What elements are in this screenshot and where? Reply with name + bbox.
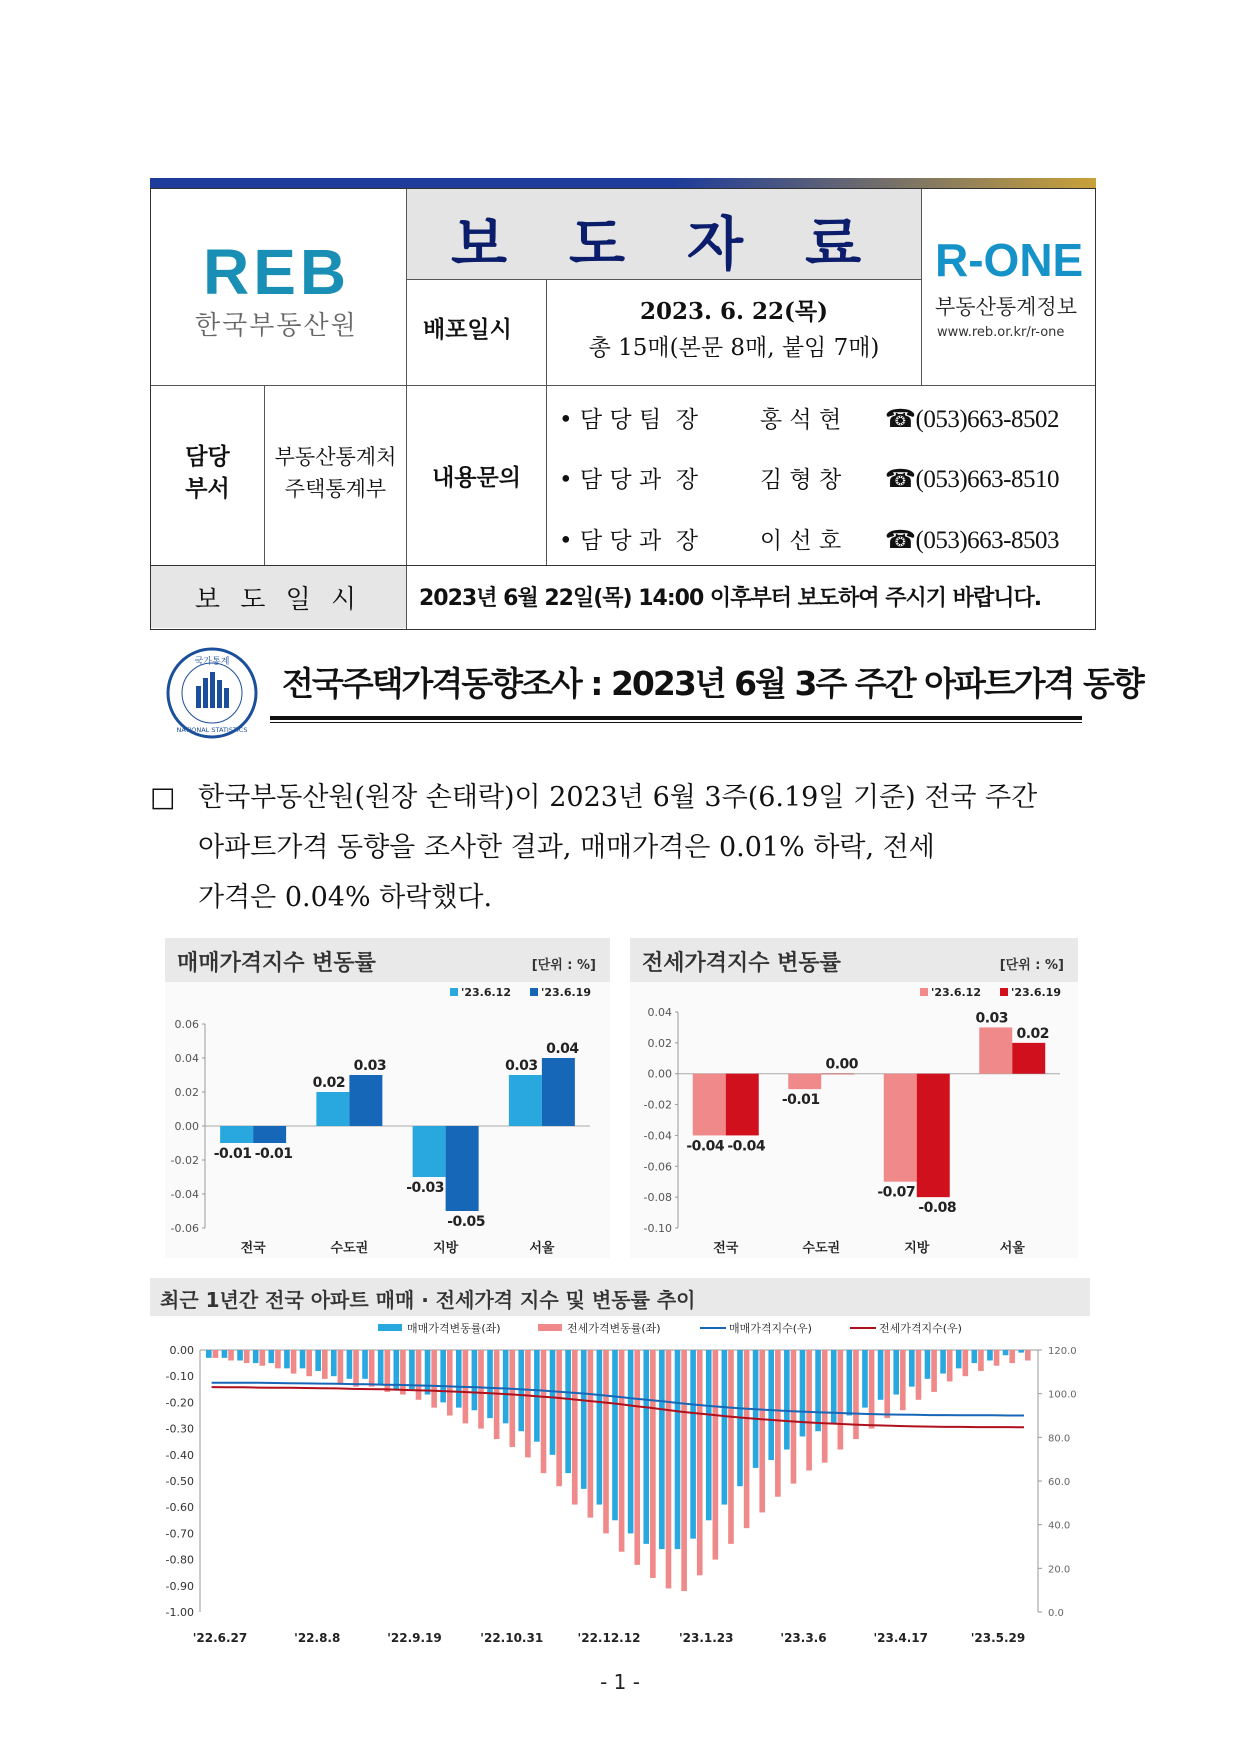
sale-change-bar xyxy=(690,1350,696,1539)
data-label: -0.07 xyxy=(877,1184,916,1201)
data-label: -0.05 xyxy=(447,1214,486,1230)
jeonse-change-bar xyxy=(603,1350,609,1533)
bar xyxy=(542,1058,575,1126)
jeonse-change-bar xyxy=(744,1350,750,1528)
sale-change-bar xyxy=(222,1350,228,1358)
jeonse-change-bar xyxy=(572,1350,578,1505)
bar xyxy=(446,1126,479,1211)
jeonse-change-bar xyxy=(791,1350,797,1484)
jeonse-change-bar xyxy=(588,1350,594,1518)
jeonse-change-bar xyxy=(900,1350,906,1410)
legend-label: 매매가격지수(우) xyxy=(729,1322,812,1335)
jeonse-change-bar xyxy=(338,1350,344,1384)
y-tick-label-right: 20.0 xyxy=(1048,1564,1071,1576)
sale-change-bar xyxy=(253,1350,259,1363)
sale-change-bar xyxy=(768,1350,774,1460)
sale-change-bar xyxy=(1018,1350,1024,1353)
bar xyxy=(316,1092,349,1126)
y-tick-label-right: 80.0 xyxy=(1048,1433,1071,1445)
jeonse-change-bar xyxy=(291,1350,297,1374)
chart-unit: [단위 : %] xyxy=(999,958,1064,973)
contact-name: 이 선 호 xyxy=(759,528,842,554)
sale-change-bar xyxy=(300,1350,306,1368)
jeonse-change-chart-panel xyxy=(630,938,1078,1258)
distribution-date: 2023. 6. 22(목) xyxy=(639,298,829,325)
jeonse-change-bar xyxy=(213,1350,219,1358)
jeonse-change-bar xyxy=(869,1350,875,1429)
category-label: 전국 xyxy=(240,1241,266,1256)
jeonse-change-bar xyxy=(838,1350,844,1450)
bar xyxy=(220,1126,253,1143)
sale-change-bar xyxy=(268,1350,274,1363)
y-tick-label-left: -0.70 xyxy=(165,1527,194,1541)
press-release-header-table xyxy=(150,188,1096,630)
dept-label: 담당 부서 xyxy=(185,443,230,502)
y-tick-label-left: -0.50 xyxy=(165,1475,194,1488)
category-label: 수도권 xyxy=(330,1241,369,1256)
jeonse-change-bar xyxy=(478,1350,484,1429)
chart-unit: [단위 : %] xyxy=(531,958,596,973)
page-number: - 1 - xyxy=(600,1670,640,1694)
jeonse-change-bar xyxy=(275,1350,281,1368)
bar xyxy=(821,1074,854,1075)
sale-change-bar xyxy=(643,1350,649,1544)
y-tick-label-right: 120.0 xyxy=(1048,1346,1077,1357)
sale-change-bar xyxy=(347,1350,353,1379)
category-label: 전국 xyxy=(713,1241,739,1256)
jeonse-change-bar xyxy=(775,1350,781,1497)
data-label: -0.01 xyxy=(213,1146,252,1162)
chart-title: 최근 1년간 전국 아파트 매매 · 전세가격 지수 및 변동률 추이 xyxy=(160,1288,696,1312)
sale-change-chart xyxy=(165,982,610,1258)
x-tick-label: '22.12.12 xyxy=(577,1631,641,1645)
contact-title: 담 당 팀 장 xyxy=(579,407,699,433)
legend-swatch xyxy=(378,1324,402,1331)
legend-label: '23.6.19 xyxy=(541,986,591,999)
y-tick-label: 0.02 xyxy=(647,1036,672,1050)
rone-logo: R-ONE xyxy=(935,234,1084,286)
jeonse-change-bar xyxy=(1009,1350,1015,1363)
legend-swatch xyxy=(920,988,928,996)
data-label: -0.03 xyxy=(406,1180,445,1196)
contact-row: • 담 당 과 장 이 선 호 ☎(053)663-8503 xyxy=(559,522,1059,555)
y-tick-label-right: 60.0 xyxy=(1048,1477,1071,1488)
sale-change-bar xyxy=(206,1350,212,1358)
jeonse-change-bar xyxy=(916,1350,922,1400)
y-tick-label: -0.04 xyxy=(643,1129,672,1143)
jeonse-change-bar xyxy=(963,1350,969,1376)
national-statistics-badge xyxy=(160,646,264,740)
jeonse-change-bar xyxy=(947,1350,953,1381)
jeonse-change-bar xyxy=(994,1350,1000,1366)
legend-swatch xyxy=(1000,988,1008,996)
data-label: 0.00 xyxy=(825,1056,859,1073)
legend-label: '23.6.12 xyxy=(461,986,511,999)
sale-change-bar xyxy=(440,1350,446,1402)
page-count: 총 15매(본문 8매, 붙임 7매) xyxy=(588,335,880,361)
section-title: 전국주택가격동향조사 : 2023년 6월 3주 주간 아파트가격 동향 xyxy=(282,664,1143,703)
body-line: 가격은 0.04% 하락했다. xyxy=(198,882,493,913)
bar xyxy=(788,1074,821,1089)
sale-change-bar xyxy=(284,1350,290,1368)
sale-change-bar xyxy=(456,1350,462,1408)
sale-change-bar xyxy=(597,1350,603,1505)
x-tick-label: '23.5.29 xyxy=(970,1631,1026,1645)
jeonse-change-bar xyxy=(666,1350,672,1588)
data-label: 0.02 xyxy=(312,1075,346,1091)
chart-title: 매매가격지수 변동률 xyxy=(177,951,376,976)
sale-change-bar xyxy=(518,1350,524,1431)
sale-change-bar xyxy=(815,1350,821,1431)
category-label: 지방 xyxy=(904,1241,930,1256)
y-tick-label-right: 40.0 xyxy=(1048,1520,1071,1532)
category-label: 수도권 xyxy=(802,1241,841,1256)
sale-change-bar xyxy=(472,1350,478,1410)
legend-swatch xyxy=(450,988,458,996)
jeonse-change-chart xyxy=(630,982,1078,1258)
y-tick-label-left: -0.60 xyxy=(165,1501,194,1515)
data-label: 0.02 xyxy=(1016,1025,1050,1042)
data-label: -0.08 xyxy=(918,1200,957,1217)
y-tick-label-left: -0.40 xyxy=(165,1448,194,1462)
y-tick-label: 0.06 xyxy=(174,1018,199,1031)
jeonse-change-bar xyxy=(447,1350,453,1416)
category-label: 서울 xyxy=(529,1241,555,1256)
sale-change-bar xyxy=(315,1350,321,1371)
jeonse-change-bar xyxy=(978,1350,984,1371)
badge-top-text: 국가통계 xyxy=(194,657,230,667)
legend-swatch xyxy=(538,1324,562,1331)
y-tick-label: -0.02 xyxy=(170,1154,199,1167)
badge-bottom-text: NATIONAL STATISTICS xyxy=(176,726,248,734)
bar xyxy=(693,1074,726,1136)
sale-change-bar xyxy=(987,1350,993,1360)
sale-change-bar xyxy=(362,1350,368,1379)
bar xyxy=(413,1126,446,1177)
sale-change-bar xyxy=(956,1350,962,1368)
bar xyxy=(509,1075,542,1126)
data-label: 0.04 xyxy=(546,1041,579,1057)
y-tick-label-left: -0.30 xyxy=(165,1422,194,1436)
sale-change-bar xyxy=(940,1350,946,1374)
rone-subtitle: 부동산통계정보 xyxy=(935,295,1078,319)
jeonse-change-bar xyxy=(259,1350,265,1366)
jeonse-change-bar xyxy=(431,1350,437,1408)
sale-change-bar xyxy=(800,1350,806,1436)
bar xyxy=(253,1126,286,1143)
data-label: -0.01 xyxy=(781,1092,820,1109)
jeonse-change-bar xyxy=(1025,1350,1031,1360)
sale-change-bar xyxy=(925,1350,931,1379)
sale-change-bar xyxy=(784,1350,790,1450)
y-tick-label: 0.00 xyxy=(174,1120,199,1133)
sale-change-bar xyxy=(581,1350,587,1489)
reb-logo: REB xyxy=(203,236,351,308)
y-tick-label: 0.04 xyxy=(174,1052,199,1065)
bar xyxy=(979,1027,1012,1073)
jeonse-change-bar xyxy=(228,1350,234,1360)
body-line: 한국부동산원(원장 손태락)이 2023년 6월 3주(6.19일 기준) 전국 주간 xyxy=(198,782,1038,813)
sale-change-bar xyxy=(331,1350,337,1376)
checkbox-bullet: □ xyxy=(150,782,176,813)
sale-change-bar xyxy=(972,1350,978,1363)
jeonse-change-bar xyxy=(634,1350,640,1565)
distribution-label: 배포일시 xyxy=(423,316,512,343)
sale-change-bar xyxy=(503,1350,509,1423)
jeonse-change-bar xyxy=(713,1350,719,1560)
release-text: 2023년 6월 22일(목) 14:00 이후부터 보도하여 주시기 바랍니다. xyxy=(419,586,1042,611)
contact-row: • 담 당 과 장 김 형 창 ☎(053)663-8510 xyxy=(559,461,1059,494)
legend-label: '23.6.12 xyxy=(931,986,981,999)
y-tick-label: 0.02 xyxy=(174,1086,199,1099)
jeonse-change-bar xyxy=(509,1350,515,1447)
body-paragraph xyxy=(150,773,1096,923)
dept-value: 부동산통계처 주택통계부 xyxy=(274,445,397,501)
contact-name: 홍 석 현 xyxy=(759,407,842,433)
sale-change-bar xyxy=(550,1350,556,1455)
jeonse-change-bar xyxy=(728,1350,734,1544)
jeonse-change-bar xyxy=(619,1350,625,1552)
jeonse-change-bar xyxy=(759,1350,765,1512)
sale-change-bar xyxy=(862,1350,868,1408)
category-label: 지방 xyxy=(433,1241,459,1256)
sale-change-bar xyxy=(878,1350,884,1400)
jeonse-change-bar xyxy=(556,1350,562,1486)
jeonse-change-bar xyxy=(681,1350,687,1591)
jeonse-change-bar xyxy=(306,1350,312,1376)
jeonse-change-bar xyxy=(416,1350,422,1400)
x-tick-label: '22.8.8 xyxy=(294,1631,341,1645)
legend-swatch xyxy=(530,988,538,996)
contact-phone: ☎(053)663-8502 xyxy=(884,406,1060,433)
y-tick-label: -0.10 xyxy=(643,1222,672,1235)
sale-change-bar xyxy=(393,1350,399,1389)
jeonse-change-bar xyxy=(822,1350,828,1463)
sale-change-bar xyxy=(659,1350,665,1549)
inquiry-label: 내용문의 xyxy=(432,464,521,491)
legend-label: '23.6.19 xyxy=(1011,986,1061,999)
sale-change-bar xyxy=(722,1350,728,1505)
x-tick-label: '23.3.6 xyxy=(780,1631,827,1645)
sale-change-bar xyxy=(893,1350,899,1395)
trend-chart xyxy=(150,1318,1090,1653)
sale-change-bar xyxy=(237,1350,243,1360)
x-tick-label: '22.9.19 xyxy=(387,1631,442,1645)
legend-label: 전세가격지수(우) xyxy=(879,1322,962,1335)
contact-phone: ☎(053)663-8510 xyxy=(884,466,1060,493)
jeonse-change-bar xyxy=(931,1350,937,1392)
x-tick-label: '22.10.31 xyxy=(480,1631,544,1645)
y-tick-label-left: -0.20 xyxy=(165,1396,194,1410)
bar xyxy=(726,1074,759,1136)
category-label: 서울 xyxy=(999,1241,1025,1256)
sale-change-bar xyxy=(409,1350,415,1389)
y-tick-label-right: 0.0 xyxy=(1048,1608,1064,1619)
y-tick-label: -0.06 xyxy=(170,1222,199,1235)
data-label: -0.01 xyxy=(254,1146,293,1162)
bar xyxy=(884,1074,917,1182)
jeonse-change-bar xyxy=(697,1350,703,1575)
sale-change-bar xyxy=(706,1350,712,1520)
data-label: 0.03 xyxy=(505,1058,538,1074)
sale-change-chart-panel xyxy=(165,938,610,1258)
rone-url: www.reb.or.kr/r-one xyxy=(937,325,1065,340)
doc-title: 보도자료 xyxy=(451,210,924,278)
sale-change-bar xyxy=(612,1350,618,1520)
x-tick-label: '23.4.17 xyxy=(873,1631,929,1645)
y-tick-label-left: -0.90 xyxy=(165,1579,194,1593)
jeonse-change-bar xyxy=(244,1350,250,1363)
x-tick-label: '23.1.23 xyxy=(678,1631,734,1645)
contact-title: 담 당 과 장 xyxy=(579,467,699,493)
y-tick-label-left: -1.00 xyxy=(165,1606,194,1619)
jeonse-change-bar xyxy=(322,1350,328,1379)
y-tick-label-right: 100.0 xyxy=(1048,1389,1077,1401)
jeonse-change-bar xyxy=(806,1350,812,1471)
jeonse-change-bar xyxy=(369,1350,375,1387)
body-line: 아파트가격 동향을 조사한 결과, 매매가격은 0.01% 하락, 전세 xyxy=(198,832,935,863)
legend-label: 매매가격변동률(좌) xyxy=(407,1322,501,1335)
y-tick-label-left: -0.10 xyxy=(165,1370,194,1384)
data-label: 0.03 xyxy=(353,1058,387,1074)
contact-row: • 담 당 팀 장 홍 석 현 ☎(053)663-8502 xyxy=(559,401,1059,434)
chart-title: 전세가격지수 변동률 xyxy=(642,951,841,976)
jeonse-change-bar xyxy=(650,1350,656,1578)
y-tick-label-left: 0.00 xyxy=(169,1344,194,1357)
y-tick-label-left: -0.80 xyxy=(165,1553,194,1567)
sale-change-bar xyxy=(909,1350,915,1387)
data-label: -0.04 xyxy=(686,1138,725,1155)
bar xyxy=(1012,1043,1045,1074)
org-name: 한국부동산원 xyxy=(195,311,358,341)
jeonse-change-bar xyxy=(353,1350,359,1387)
y-tick-label: -0.08 xyxy=(643,1191,672,1205)
sale-change-bar xyxy=(565,1350,571,1473)
y-tick-label: 0.00 xyxy=(647,1067,672,1081)
x-tick-label: '22.6.27 xyxy=(192,1631,248,1645)
jeonse-change-bar xyxy=(525,1350,531,1457)
sale-change-bar xyxy=(378,1350,384,1384)
sale-change-bar xyxy=(675,1350,681,1549)
jeonse-change-bar xyxy=(541,1350,547,1473)
y-tick-label: -0.02 xyxy=(643,1098,672,1112)
data-label: -0.04 xyxy=(727,1138,766,1155)
y-tick-label: -0.06 xyxy=(643,1160,672,1174)
legend-label: 전세가격변동률(좌) xyxy=(567,1322,661,1335)
data-label: 0.03 xyxy=(975,1010,1009,1027)
sale-change-bar xyxy=(425,1350,431,1395)
sale-change-bar xyxy=(847,1350,853,1416)
jeonse-change-bar xyxy=(400,1350,406,1395)
contact-title: 담 당 과 장 xyxy=(579,528,699,554)
release-label: 보 도 일 시 xyxy=(194,585,363,615)
bar xyxy=(917,1074,950,1197)
y-tick-label: -0.04 xyxy=(170,1188,199,1201)
contact-phone: ☎(053)663-8503 xyxy=(884,527,1060,554)
sale-change-bar xyxy=(1003,1350,1009,1355)
sale-change-bar xyxy=(628,1350,634,1533)
y-tick-label: 0.04 xyxy=(647,1006,672,1019)
sale-change-bar xyxy=(487,1350,493,1418)
trend-chart-panel xyxy=(150,1278,1090,1653)
header-accent-strip xyxy=(150,178,1096,188)
jeonse-change-bar xyxy=(884,1350,890,1418)
bar xyxy=(349,1075,382,1126)
section-title-rule xyxy=(270,716,1082,720)
contact-name: 김 형 창 xyxy=(759,467,842,493)
